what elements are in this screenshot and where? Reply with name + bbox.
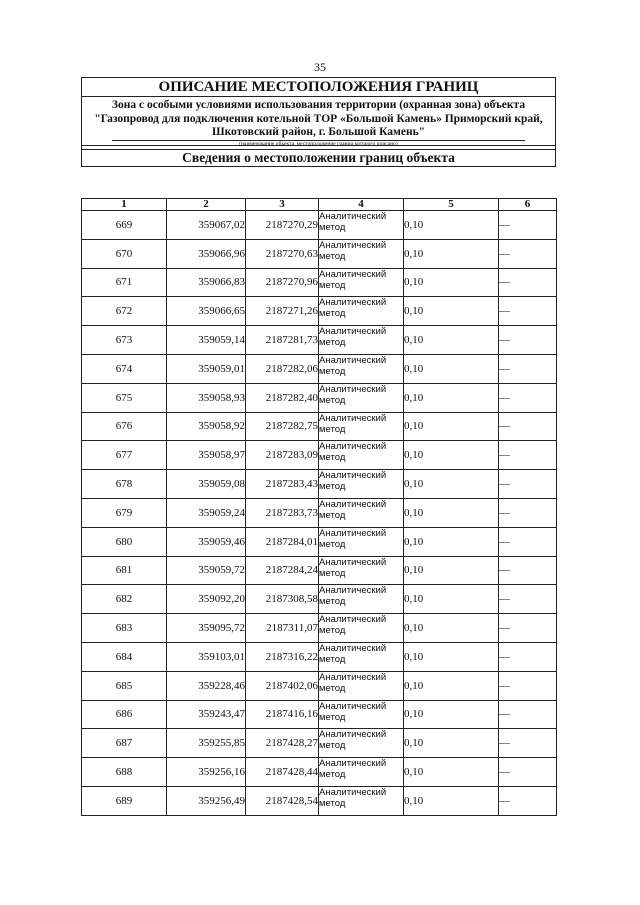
coordinate-y-cell: 2187428,44 xyxy=(246,758,319,787)
table-row xyxy=(82,383,557,412)
column-header: 1 xyxy=(82,199,167,211)
accuracy-cell: 0,10 xyxy=(404,614,499,643)
description-cell: — xyxy=(499,527,557,556)
method-cell: Аналитический метод xyxy=(319,498,404,527)
point-number-cell: 675 xyxy=(82,383,167,412)
table-body xyxy=(82,211,557,816)
coordinate-x-cell: 359058,93 xyxy=(167,383,246,412)
coordinate-y-cell: 2187416,16 xyxy=(246,700,319,729)
section-title: Сведения о местоположении границ объекта xyxy=(182,150,455,165)
description-cell: — xyxy=(499,498,557,527)
accuracy-cell: 0,10 xyxy=(404,498,499,527)
table-row xyxy=(82,297,557,326)
coordinate-y-cell: 2187283,43 xyxy=(246,470,319,499)
accuracy-cell: 0,10 xyxy=(404,211,499,240)
coordinate-y-cell: 2187428,27 xyxy=(246,729,319,758)
method-cell: Аналитический метод xyxy=(319,239,404,268)
point-number-cell: 679 xyxy=(82,498,167,527)
description-cell: — xyxy=(499,441,557,470)
method-cell: Аналитический метод xyxy=(319,671,404,700)
point-number-cell: 669 xyxy=(82,211,167,240)
section-header xyxy=(82,145,555,166)
coordinate-x-cell: 359256,16 xyxy=(167,758,246,787)
method-cell: Аналитический метод xyxy=(319,354,404,383)
accuracy-cell: 0,10 xyxy=(404,268,499,297)
description-cell: — xyxy=(499,239,557,268)
coordinate-y-cell: 2187284,01 xyxy=(246,527,319,556)
coordinate-x-cell: 359059,14 xyxy=(167,326,246,355)
point-number-cell: 688 xyxy=(82,758,167,787)
method-cell: Аналитический метод xyxy=(319,211,404,240)
point-number-cell: 683 xyxy=(82,614,167,643)
table-row xyxy=(82,758,557,787)
coordinate-x-cell: 359228,46 xyxy=(167,671,246,700)
object-description-note: (наименование объекта, местоположение границ которого описано) xyxy=(112,140,525,148)
description-cell: — xyxy=(499,354,557,383)
description-cell: — xyxy=(499,614,557,643)
description-cell: — xyxy=(499,729,557,758)
description-cell: — xyxy=(499,470,557,499)
page-number: 35 xyxy=(314,60,326,74)
coordinate-y-cell: 2187284,24 xyxy=(246,556,319,585)
coordinate-x-cell: 359066,65 xyxy=(167,297,246,326)
coordinate-y-cell: 2187270,29 xyxy=(246,211,319,240)
description-cell: — xyxy=(499,758,557,787)
coordinate-y-cell: 2187282,75 xyxy=(246,412,319,441)
coordinate-y-cell: 2187281,73 xyxy=(246,326,319,355)
coordinate-y-cell: 2187283,73 xyxy=(246,498,319,527)
coordinate-x-cell: 359066,96 xyxy=(167,239,246,268)
coordinate-x-cell: 359103,01 xyxy=(167,642,246,671)
coordinate-y-cell: 2187270,96 xyxy=(246,268,319,297)
table-row xyxy=(82,614,557,643)
column-header: 4 xyxy=(319,199,404,211)
table-row xyxy=(82,470,557,499)
table-row xyxy=(82,498,557,527)
coordinate-y-cell: 2187311,07 xyxy=(246,614,319,643)
accuracy-cell: 0,10 xyxy=(404,556,499,585)
table-row xyxy=(82,268,557,297)
table-row xyxy=(82,585,557,614)
coordinate-x-cell: 359059,01 xyxy=(167,354,246,383)
description-cell: — xyxy=(499,585,557,614)
coordinate-y-cell: 2187282,40 xyxy=(246,383,319,412)
point-number-cell: 681 xyxy=(82,556,167,585)
point-number-cell: 687 xyxy=(82,729,167,758)
accuracy-cell: 0,10 xyxy=(404,729,499,758)
table-row xyxy=(82,556,557,585)
table-row xyxy=(82,729,557,758)
point-number-cell: 685 xyxy=(82,671,167,700)
method-cell: Аналитический метод xyxy=(319,729,404,758)
coordinate-x-cell: 359255,85 xyxy=(167,729,246,758)
coordinate-y-cell: 2187270,63 xyxy=(246,239,319,268)
document-title: ОПИСАНИЕ МЕСТОПОЛОЖЕНИЯ ГРАНИЦ xyxy=(82,78,555,97)
accuracy-cell: 0,10 xyxy=(404,412,499,441)
point-number-cell: 670 xyxy=(82,239,167,268)
method-cell: Аналитический метод xyxy=(319,441,404,470)
point-number-cell: 674 xyxy=(82,354,167,383)
table-row xyxy=(82,700,557,729)
coordinate-y-cell: 2187271,26 xyxy=(246,297,319,326)
accuracy-cell: 0,10 xyxy=(404,585,499,614)
description-cell: — xyxy=(499,297,557,326)
coordinate-x-cell: 359095,72 xyxy=(167,614,246,643)
coordinate-x-cell: 359243,47 xyxy=(167,700,246,729)
coordinate-x-cell: 359058,92 xyxy=(167,412,246,441)
description-cell: — xyxy=(499,671,557,700)
table-header-row xyxy=(82,199,557,211)
coordinate-y-cell: 2187308,58 xyxy=(246,585,319,614)
accuracy-cell: 0,10 xyxy=(404,441,499,470)
accuracy-cell: 0,10 xyxy=(404,383,499,412)
column-header: 5 xyxy=(404,199,499,211)
accuracy-cell: 0,10 xyxy=(404,527,499,556)
method-cell: Аналитический метод xyxy=(319,642,404,671)
coordinate-x-cell: 359256,49 xyxy=(167,786,246,815)
description-cell: — xyxy=(499,383,557,412)
accuracy-cell: 0,10 xyxy=(404,297,499,326)
description-cell: — xyxy=(499,412,557,441)
table-row xyxy=(82,441,557,470)
coordinate-y-cell: 2187402,06 xyxy=(246,671,319,700)
table-row xyxy=(82,239,557,268)
coordinate-y-cell: 2187283,09 xyxy=(246,441,319,470)
point-number-cell: 672 xyxy=(82,297,167,326)
description-cell: — xyxy=(499,786,557,815)
accuracy-cell: 0,10 xyxy=(404,700,499,729)
method-cell: Аналитический метод xyxy=(319,585,404,614)
table-row xyxy=(82,642,557,671)
column-header: 3 xyxy=(246,199,319,211)
coordinate-x-cell: 359067,02 xyxy=(167,211,246,240)
object-description: Зона с особыми условиями использования территории (охранная зона) объекта "Газопровод для подключения котельной ТОР «Большой Камень» Приморский край, Шкотовский район, г. Большой Камень" xyxy=(94,99,543,138)
point-number-cell: 684 xyxy=(82,642,167,671)
table-row xyxy=(82,412,557,441)
method-cell: Аналитический метод xyxy=(319,326,404,355)
method-cell: Аналитический метод xyxy=(319,556,404,585)
point-number-cell: 686 xyxy=(82,700,167,729)
point-number-cell: 682 xyxy=(82,585,167,614)
method-cell: Аналитический метод xyxy=(319,700,404,729)
table-row xyxy=(82,354,557,383)
point-number-cell: 671 xyxy=(82,268,167,297)
document-header xyxy=(81,77,556,167)
column-header: 2 xyxy=(167,199,246,211)
coordinate-x-cell: 359092,20 xyxy=(167,585,246,614)
accuracy-cell: 0,10 xyxy=(404,239,499,268)
method-cell: Аналитический метод xyxy=(319,297,404,326)
description-cell: — xyxy=(499,700,557,729)
coordinate-y-cell: 2187282,06 xyxy=(246,354,319,383)
description-cell: — xyxy=(499,556,557,585)
point-number-cell: 676 xyxy=(82,412,167,441)
coordinate-x-cell: 359059,24 xyxy=(167,498,246,527)
coordinate-y-cell: 2187428,54 xyxy=(246,786,319,815)
description-cell: — xyxy=(499,326,557,355)
coordinate-x-cell: 359059,72 xyxy=(167,556,246,585)
point-number-cell: 678 xyxy=(82,470,167,499)
description-cell: — xyxy=(499,268,557,297)
method-cell: Аналитический метод xyxy=(319,412,404,441)
accuracy-cell: 0,10 xyxy=(404,671,499,700)
method-cell: Аналитический метод xyxy=(319,527,404,556)
accuracy-cell: 0,10 xyxy=(404,758,499,787)
accuracy-cell: 0,10 xyxy=(404,354,499,383)
coordinates-table xyxy=(81,198,557,816)
point-number-cell: 677 xyxy=(82,441,167,470)
method-cell: Аналитический метод xyxy=(319,758,404,787)
method-cell: Аналитический метод xyxy=(319,786,404,815)
method-cell: Аналитический метод xyxy=(319,614,404,643)
point-number-cell: 673 xyxy=(82,326,167,355)
coordinate-x-cell: 359059,46 xyxy=(167,527,246,556)
description-cell: — xyxy=(499,642,557,671)
accuracy-cell: 0,10 xyxy=(404,786,499,815)
column-header: 6 xyxy=(499,199,557,211)
coordinate-x-cell: 359059,08 xyxy=(167,470,246,499)
description-cell: — xyxy=(499,211,557,240)
accuracy-cell: 0,10 xyxy=(404,326,499,355)
table-row xyxy=(82,527,557,556)
point-number-cell: 689 xyxy=(82,786,167,815)
coordinate-x-cell: 359058,97 xyxy=(167,441,246,470)
point-number-cell: 680 xyxy=(82,527,167,556)
table-row xyxy=(82,786,557,815)
accuracy-cell: 0,10 xyxy=(404,642,499,671)
accuracy-cell: 0,10 xyxy=(404,470,499,499)
table-row xyxy=(82,326,557,355)
table-row xyxy=(82,671,557,700)
coordinate-y-cell: 2187316,22 xyxy=(246,642,319,671)
method-cell: Аналитический метод xyxy=(319,470,404,499)
method-cell: Аналитический метод xyxy=(319,268,404,297)
table-row xyxy=(82,211,557,240)
method-cell: Аналитический метод xyxy=(319,383,404,412)
coordinate-x-cell: 359066,83 xyxy=(167,268,246,297)
